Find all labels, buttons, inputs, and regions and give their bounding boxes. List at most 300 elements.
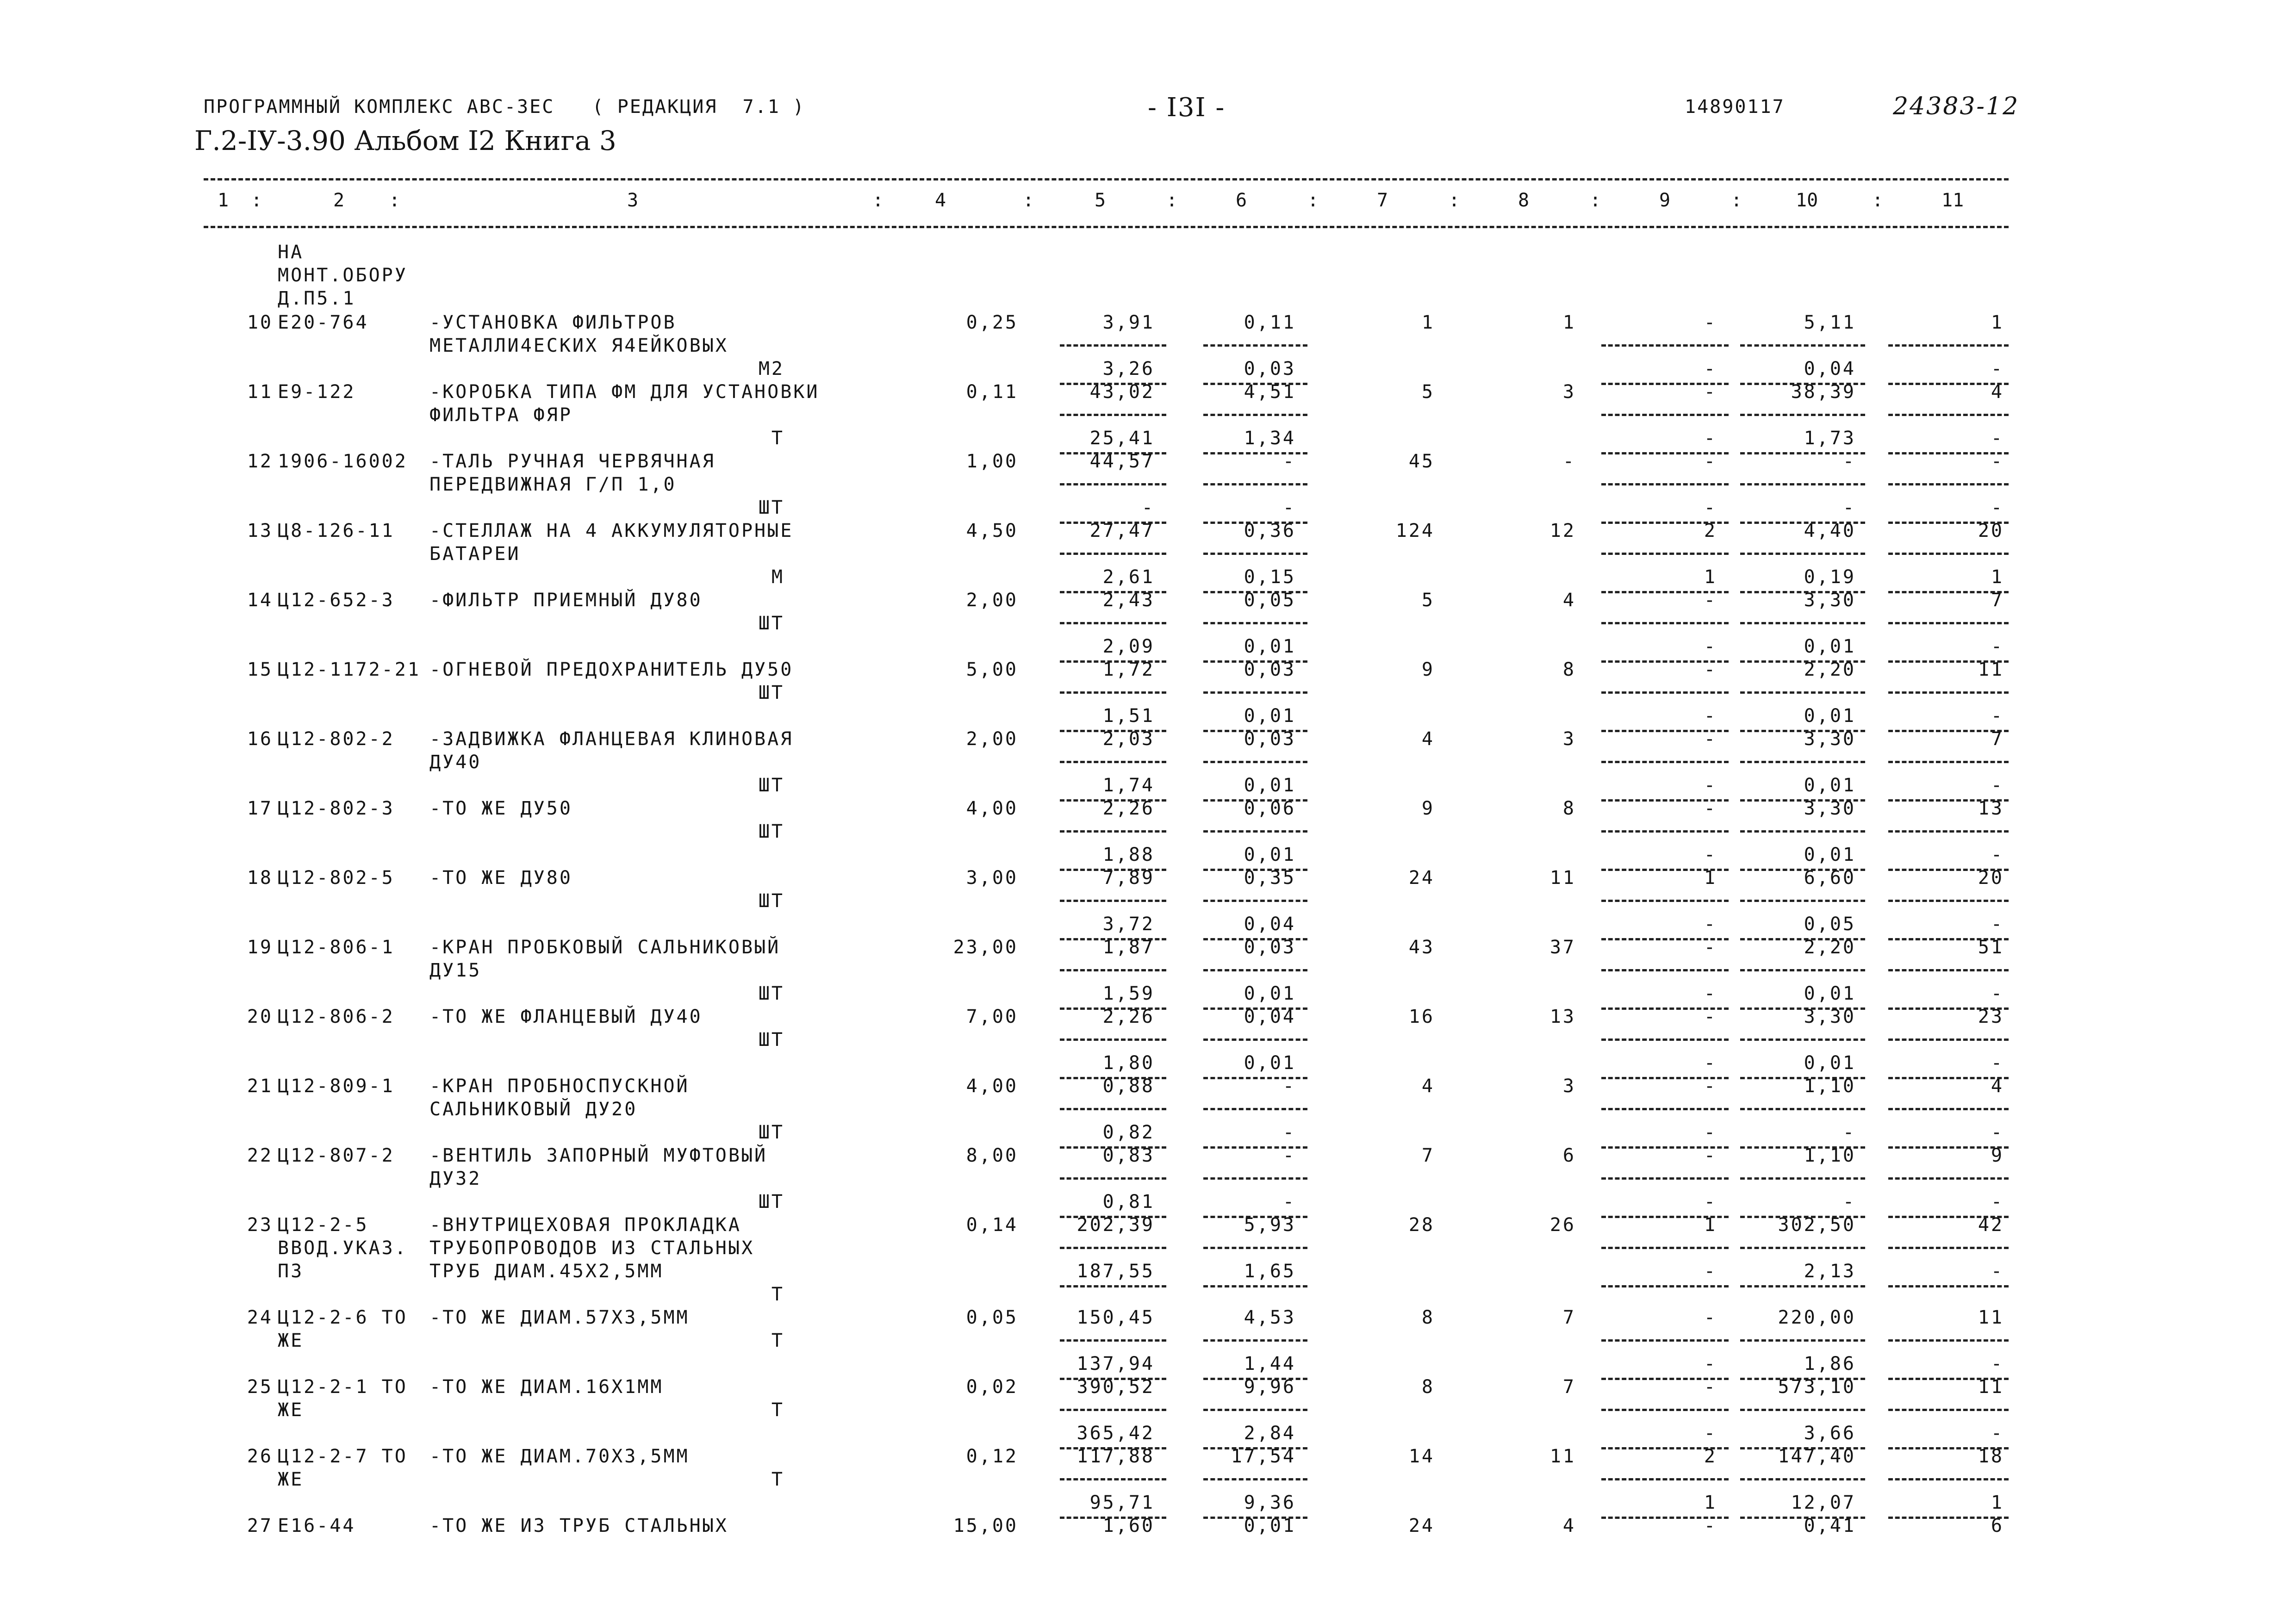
- dashed-separator: [1740, 1108, 1865, 1110]
- dashed-separator: [1740, 900, 1865, 902]
- value-c6: 4,51: [1244, 381, 1296, 403]
- value-c7: 24: [1408, 1515, 1435, 1536]
- dashed-separator: [1601, 622, 1729, 624]
- row-code: Е16-44: [278, 1515, 356, 1536]
- value-c11: 18: [1978, 1446, 2004, 1467]
- dashed-separator: [1203, 1247, 1307, 1249]
- dashed-separator: [1060, 1409, 1166, 1411]
- value-c7: 14: [1408, 1446, 1435, 1467]
- value-c10: 3,30: [1804, 590, 1856, 611]
- sub-value-c11: -: [1991, 1191, 2004, 1213]
- value-c7: 124: [1395, 520, 1435, 541]
- dashed-separator: [1601, 1108, 1729, 1110]
- dashed-separator: [1888, 483, 2009, 485]
- dashed-separator: [1740, 830, 1865, 833]
- row-code: Е20-764: [278, 312, 369, 333]
- sub-value-c9: -: [1704, 1122, 1717, 1143]
- dashed-separator: [1888, 1478, 2009, 1480]
- dashed-separator: [1203, 622, 1307, 624]
- sub-value-c5: 187,55: [1076, 1261, 1155, 1282]
- value-c6: 5,93: [1244, 1214, 1296, 1236]
- dashed-separator: [1888, 1409, 2009, 1411]
- col-head-3: 3: [627, 190, 639, 211]
- dashed-separator: [1888, 1339, 2009, 1342]
- value-c11: 7: [1991, 590, 2004, 611]
- dashed-separator: [1203, 344, 1307, 347]
- value-c10: 4,40: [1804, 520, 1856, 541]
- value-c4: 15,00: [953, 1515, 1018, 1536]
- row-description: -ВЕНТИЛЬ ЗАПОРНЫЙ МУФТОВЫЙ: [429, 1145, 768, 1166]
- value-c9: 1: [1704, 1214, 1717, 1236]
- sub-value-c11: 1: [1991, 566, 2004, 588]
- value-c6: 17,54: [1231, 1446, 1296, 1467]
- col-head-4: 4: [935, 190, 946, 211]
- value-c6: -: [1282, 1145, 1296, 1166]
- row-code: Ц12-806-2: [278, 1006, 395, 1027]
- value-c11: 1: [1991, 312, 2004, 333]
- row-number: 13: [247, 520, 273, 541]
- value-c8: 37: [1549, 937, 1576, 958]
- sub-value-c9: -: [1704, 914, 1717, 935]
- row-number: 16: [247, 728, 273, 750]
- dashed-separator: [1740, 1038, 1865, 1041]
- dashed-separator: [1740, 622, 1865, 624]
- value-c9: 2: [1704, 1446, 1717, 1467]
- value-c10: -: [1842, 451, 1856, 472]
- value-c9: -: [1704, 1006, 1717, 1027]
- sub-value-c11: -: [1991, 1261, 2004, 1282]
- value-c10: 3,30: [1804, 1006, 1856, 1027]
- row-description: -ВНУТРИЦЕХОВАЯ ПРОКЛАДКА: [429, 1214, 741, 1236]
- value-c7: 28: [1408, 1214, 1435, 1236]
- sub-value-c5: 2,61: [1102, 566, 1155, 588]
- sub-value-c9: -: [1704, 1353, 1717, 1374]
- value-c6: 0,03: [1244, 728, 1296, 750]
- row-code: Ц12-1172-21: [278, 659, 421, 680]
- value-c8: 3: [1562, 1076, 1576, 1097]
- row-number: 15: [247, 659, 273, 680]
- dashed-separator: [1060, 1108, 1166, 1110]
- row-number: 21: [247, 1076, 273, 1097]
- sub-value-c9: -: [1704, 636, 1717, 657]
- row-description: -ТО ЖЕ ФЛАНЦЕВЫЙ ДУ40: [429, 1006, 703, 1027]
- row-number: 23: [247, 1214, 273, 1236]
- dashed-separator: [1888, 761, 2009, 763]
- value-c9: -: [1704, 937, 1717, 958]
- value-c7: 8: [1421, 1376, 1435, 1398]
- row-code: ЖЕ: [278, 1399, 304, 1421]
- dashed-separator: [1203, 1409, 1307, 1411]
- sub-value-c6: 0,03: [1244, 358, 1296, 379]
- sub-value-c10: -: [1842, 497, 1856, 518]
- row-description: МЕТАЛЛИ4ЕСКИХ Я4ЕЙКОВЫХ: [429, 335, 728, 356]
- sub-value-c9: 1: [1704, 566, 1717, 588]
- value-c5: 1,60: [1102, 1515, 1155, 1536]
- value-c9: -: [1704, 728, 1717, 750]
- row-code: Ц12-2-1 ТО: [278, 1376, 408, 1398]
- value-c8: 4: [1562, 1515, 1576, 1536]
- dashed-separator: [1203, 553, 1307, 555]
- dashed-separator: [1060, 1247, 1166, 1249]
- dashed-separator: [1203, 761, 1307, 763]
- value-c4: 0,11: [966, 381, 1018, 403]
- sub-value-c9: -: [1704, 1261, 1717, 1282]
- sub-value-c10: 1,73: [1804, 428, 1856, 449]
- sub-value-c5: 1,88: [1102, 844, 1155, 865]
- dashed-separator: [1740, 553, 1865, 555]
- sub-value-c10: -: [1842, 1122, 1856, 1143]
- row-code: Ц12-652-3: [278, 590, 395, 611]
- value-c5: 390,52: [1076, 1376, 1155, 1398]
- row-description: -ТО ЖЕ ИЗ ТРУБ СТАЛЬНЫХ: [429, 1515, 728, 1536]
- col-head-9: 9: [1659, 190, 1671, 211]
- col-head-1: 1 :: [218, 190, 262, 211]
- dashed-separator: [1060, 1339, 1166, 1342]
- value-c8: 26: [1549, 1214, 1576, 1236]
- value-c4: 5,00: [966, 659, 1018, 680]
- value-c6: 4,53: [1244, 1307, 1296, 1328]
- value-c11: 20: [1978, 867, 2004, 889]
- dashed-separator: [1740, 483, 1865, 485]
- value-c5: 2,43: [1102, 590, 1155, 611]
- row-description: ПЕРЕДВИЖНАЯ Г/П 1,0: [429, 474, 677, 495]
- value-c11: 13: [1978, 798, 2004, 819]
- row-number: 10: [247, 312, 273, 333]
- value-c9: 2: [1704, 520, 1717, 541]
- section-note: Д.П5.1: [278, 288, 356, 309]
- dashed-separator: [1601, 969, 1729, 971]
- value-c7: 4: [1421, 1076, 1435, 1097]
- row-unit: ШТ: [758, 1029, 784, 1051]
- value-c8: 8: [1562, 659, 1576, 680]
- dashed-separator: [1740, 969, 1865, 971]
- sub-value-c5: 25,41: [1089, 428, 1155, 449]
- sub-value-c6: 1,65: [1244, 1261, 1296, 1282]
- dashed-separator: [1740, 691, 1865, 694]
- dashed-separator: [1888, 414, 2009, 416]
- dashed-separator: [1060, 969, 1166, 971]
- value-c11: 51: [1978, 937, 2004, 958]
- value-c7: 8: [1421, 1307, 1435, 1328]
- sub-value-c5: 3,72: [1102, 914, 1155, 935]
- dashed-separator: [1740, 1409, 1865, 1411]
- dashed-separator: [1740, 761, 1865, 763]
- row-number: 27: [247, 1515, 273, 1536]
- value-c11: 11: [1978, 659, 2004, 680]
- row-code: Ц12-807-2: [278, 1145, 395, 1166]
- value-c6: 9,96: [1244, 1376, 1296, 1398]
- value-c10: 6,60: [1804, 867, 1856, 889]
- value-c11: 4: [1991, 1076, 2004, 1097]
- sub-value-c5: 2,09: [1102, 636, 1155, 657]
- row-description: -КОРОБКА ТИПА ФМ ДЛЯ УСТАНОВКИ: [429, 381, 820, 403]
- dashed-separator: [1740, 1177, 1865, 1180]
- sub-value-c9: -: [1704, 428, 1717, 449]
- sub-value-c10: 1,86: [1804, 1353, 1856, 1374]
- dashed-separator: [1740, 1478, 1865, 1480]
- dashed-separator: [1203, 1108, 1307, 1110]
- sub-value-c5: 1,80: [1102, 1052, 1155, 1074]
- value-c10: 3,30: [1804, 798, 1856, 819]
- dashed-separator: [1203, 1177, 1307, 1180]
- row-description: -КРАН ПРОБКОВЫЙ САЛЬНИКОВЫЙ: [429, 937, 781, 958]
- value-c8: 8: [1562, 798, 1576, 819]
- dashed-separator: [1888, 830, 2009, 833]
- value-c7: 7: [1421, 1145, 1435, 1166]
- dashed-separator: [1060, 1038, 1166, 1041]
- value-c8: 13: [1549, 1006, 1576, 1027]
- row-number: 25: [247, 1376, 273, 1398]
- dashed-separator: [1601, 483, 1729, 485]
- col-head-5: 5: [1095, 190, 1106, 211]
- row-unit: М: [771, 566, 784, 588]
- value-c9: 1: [1704, 867, 1717, 889]
- value-c9: -: [1704, 1376, 1717, 1398]
- dashed-separator: [1203, 1038, 1307, 1041]
- value-c10: 38,39: [1791, 381, 1856, 403]
- dashed-separator: [1601, 414, 1729, 416]
- value-c6: -: [1282, 451, 1296, 472]
- dashed-separator: [1888, 344, 2009, 347]
- value-c9: -: [1704, 1145, 1717, 1166]
- dashed-separator: [1060, 1478, 1166, 1480]
- sub-value-c10: -: [1842, 1191, 1856, 1213]
- row-description: ТРУБОПРОВОДОВ ИЗ СТАЛЬНЫХ: [429, 1237, 755, 1259]
- value-c7: 45: [1408, 451, 1435, 472]
- sub-value-c9: -: [1704, 1423, 1717, 1444]
- sub-value-c6: 0,01: [1244, 983, 1296, 1004]
- value-c5: 7,89: [1102, 867, 1155, 889]
- row-unit: ШТ: [758, 613, 784, 634]
- value-c8: 7: [1562, 1376, 1576, 1398]
- row-number: 22: [247, 1145, 273, 1166]
- value-c7: 43: [1408, 937, 1435, 958]
- value-c10: 2,20: [1804, 937, 1856, 958]
- value-c8: 7: [1562, 1307, 1576, 1328]
- sub-value-c9: -: [1704, 1052, 1717, 1074]
- value-c9: -: [1704, 381, 1717, 403]
- sub-value-c9: -: [1704, 497, 1717, 518]
- dashed-separator: [1203, 1339, 1307, 1342]
- value-c4: 3,00: [966, 867, 1018, 889]
- row-code: П3: [278, 1261, 304, 1282]
- value-c7: 5: [1421, 590, 1435, 611]
- dashed-separator: [1601, 691, 1729, 694]
- dashed-separator: [1888, 1247, 2009, 1249]
- row-number: 24: [247, 1307, 273, 1328]
- value-c5: 27,47: [1089, 520, 1155, 541]
- value-c11: 20: [1978, 520, 2004, 541]
- sub-value-c6: -: [1282, 1191, 1296, 1213]
- dashed-separator: [1601, 1038, 1729, 1041]
- value-c4: 0,02: [966, 1376, 1018, 1398]
- dashed-separator: [1203, 414, 1307, 416]
- sub-value-c10: 0,19: [1804, 566, 1856, 588]
- value-c11: -: [1991, 451, 2004, 472]
- row-description: -ТАЛЬ РУЧНАЯ ЧЕРВЯЧНАЯ: [429, 451, 716, 472]
- value-c4: 4,00: [966, 1076, 1018, 1097]
- value-c5: 117,88: [1076, 1446, 1155, 1467]
- row-number: 12: [247, 451, 273, 472]
- dashed-separator: [1060, 622, 1166, 624]
- row-unit: ШТ: [758, 983, 784, 1004]
- value-c7: 4: [1421, 728, 1435, 750]
- row-code: Ц8-126-11: [278, 520, 395, 541]
- value-c4: 0,12: [966, 1446, 1018, 1467]
- row-description: БАТАРЕИ: [429, 543, 521, 565]
- dashed-separator: [1601, 1409, 1729, 1411]
- value-c7: 5: [1421, 381, 1435, 403]
- value-c8: 3: [1562, 728, 1576, 750]
- sub-value-c5: 95,71: [1089, 1492, 1155, 1513]
- value-c6: 0,36: [1244, 520, 1296, 541]
- col-head-11: 11: [1941, 190, 1964, 211]
- document-code: 14890117: [1685, 96, 1785, 118]
- row-description: -ОГНЕВОЙ ПРЕДОХРАНИТЕЛЬ ДУ50: [429, 659, 794, 680]
- row-description: -ТО ЖЕ ДИАМ.70Х3,5ММ: [429, 1446, 690, 1467]
- value-c5: 150,45: [1076, 1307, 1155, 1328]
- sub-value-c11: -: [1991, 914, 2004, 935]
- row-unit: Т: [771, 1330, 784, 1351]
- sub-value-c9: -: [1704, 775, 1717, 796]
- value-c10: 1,10: [1804, 1076, 1856, 1097]
- sub-value-c10: 0,01: [1804, 983, 1856, 1004]
- sub-value-c11: -: [1991, 636, 2004, 657]
- sub-value-c5: 1,51: [1102, 705, 1155, 727]
- row-description: ДУ40: [429, 752, 482, 773]
- sub-value-c5: 137,94: [1076, 1353, 1155, 1374]
- sub-value-c6: -: [1282, 1122, 1296, 1143]
- sheet-number: 24383-12: [1893, 93, 2020, 120]
- value-c4: 0,05: [966, 1307, 1018, 1328]
- value-c10: 220,00: [1778, 1307, 1856, 1328]
- dashed-separator: [1888, 900, 2009, 902]
- value-c4: 4,50: [966, 520, 1018, 541]
- row-number: 26: [247, 1446, 273, 1467]
- col-head-10: 10: [1796, 190, 1818, 211]
- dashed-separator: [1888, 1285, 2009, 1287]
- dashed-separator: [1060, 553, 1166, 555]
- sub-value-c6: 1,44: [1244, 1353, 1296, 1374]
- dashed-separator: [1888, 1038, 2009, 1041]
- row-code: ВВОД.УКАЗ.: [278, 1237, 408, 1259]
- section-note: НА: [278, 242, 304, 263]
- row-description: -ТО ЖЕ ДИАМ.57Х3,5ММ: [429, 1307, 690, 1328]
- sub-value-c5: 0,81: [1102, 1191, 1155, 1213]
- sub-value-c10: 0,01: [1804, 636, 1856, 657]
- value-c7: 1: [1421, 312, 1435, 333]
- value-c7: 9: [1421, 659, 1435, 680]
- row-unit: Т: [771, 1399, 784, 1421]
- col-sep: :: [1307, 190, 1319, 211]
- value-c9: -: [1704, 1307, 1717, 1328]
- dashed-separator: [1203, 483, 1307, 485]
- dashed-separator: [1060, 344, 1166, 347]
- row-unit: М2: [758, 358, 784, 379]
- sub-value-c6: 9,36: [1244, 1492, 1296, 1513]
- value-c5: 0,83: [1102, 1145, 1155, 1166]
- row-description: ФИЛЬТРА ФЯР: [429, 404, 572, 426]
- sub-value-c9: -: [1704, 358, 1717, 379]
- dashed-separator: [1203, 1478, 1307, 1480]
- album-title: Г.2-IУ-3.90 Альбом I2 Книга 3: [194, 125, 616, 156]
- sub-value-c11: -: [1991, 1353, 2004, 1374]
- sub-value-c9: -: [1704, 844, 1717, 865]
- value-c10: 147,40: [1778, 1446, 1856, 1467]
- row-code: Ц12-2-5: [278, 1214, 369, 1236]
- sub-value-c5: 0,82: [1102, 1122, 1155, 1143]
- value-c5: 43,02: [1089, 381, 1155, 403]
- sub-value-c6: -: [1282, 497, 1296, 518]
- sub-value-c10: 0,04: [1804, 358, 1856, 379]
- sub-value-c6: 0,15: [1244, 566, 1296, 588]
- value-c9: -: [1704, 451, 1717, 472]
- dashed-separator: [1203, 900, 1307, 902]
- dashed-separator: [1060, 761, 1166, 763]
- sub-value-c10: 0,01: [1804, 1052, 1856, 1074]
- value-c8: 11: [1549, 1446, 1576, 1467]
- value-c9: -: [1704, 798, 1717, 819]
- value-c6: 0,05: [1244, 590, 1296, 611]
- dashed-separator: [1888, 622, 2009, 624]
- sub-value-c5: 1,59: [1102, 983, 1155, 1004]
- row-unit: ШТ: [758, 1122, 784, 1143]
- sub-value-c6: 0,01: [1244, 1052, 1296, 1074]
- row-code: Е9-122: [278, 381, 356, 403]
- value-c11: 6: [1991, 1515, 2004, 1536]
- value-c5: 2,26: [1102, 798, 1155, 819]
- col-head-8: 8: [1518, 190, 1530, 211]
- value-c4: 8,00: [966, 1145, 1018, 1166]
- value-c4: 2,00: [966, 590, 1018, 611]
- value-c10: 0,41: [1804, 1515, 1856, 1536]
- dashed-separator: [1203, 1285, 1307, 1287]
- dashed-separator: [1601, 830, 1729, 833]
- value-c6: 0,11: [1244, 312, 1296, 333]
- col-sep: :: [1166, 190, 1178, 211]
- section-note: МОНТ.ОБОРУ: [278, 265, 408, 286]
- value-c11: 4: [1991, 381, 2004, 403]
- row-number: 19: [247, 937, 273, 958]
- sub-value-c10: 0,01: [1804, 705, 1856, 727]
- dashed-separator: [1888, 1177, 2009, 1180]
- col-sep: :: [872, 190, 884, 211]
- sub-value-c5: -: [1141, 497, 1155, 518]
- value-c10: 5,11: [1804, 312, 1856, 333]
- sub-value-c6: 0,01: [1244, 705, 1296, 727]
- sub-value-c6: 0,01: [1244, 636, 1296, 657]
- value-c6: 0,04: [1244, 1006, 1296, 1027]
- row-description: -ЗАДВИЖКА ФЛАНЦЕВАЯ КЛИНОВАЯ: [429, 728, 794, 750]
- sub-value-c6: 1,34: [1244, 428, 1296, 449]
- dashed-separator: [1740, 1285, 1865, 1287]
- col-sep: :: [1449, 190, 1460, 211]
- value-c7: 16: [1408, 1006, 1435, 1027]
- row-description: ДУ15: [429, 960, 482, 981]
- row-description: -ТО ЖЕ ДИАМ.16Х1ММ: [429, 1376, 664, 1398]
- sub-value-c11: 1: [1991, 1492, 2004, 1513]
- row-unit: ШТ: [758, 890, 784, 912]
- row-unit: Т: [771, 428, 784, 449]
- dashed-separator: [1740, 414, 1865, 416]
- dashed-separator: [1601, 1247, 1729, 1249]
- sub-value-c5: 1,74: [1102, 775, 1155, 796]
- value-c11: 11: [1978, 1307, 2004, 1328]
- dashed-separator: [1060, 830, 1166, 833]
- dashed-separator: [1888, 553, 2009, 555]
- row-code: Ц12-806-1: [278, 937, 395, 958]
- value-c11: 23: [1978, 1006, 2004, 1027]
